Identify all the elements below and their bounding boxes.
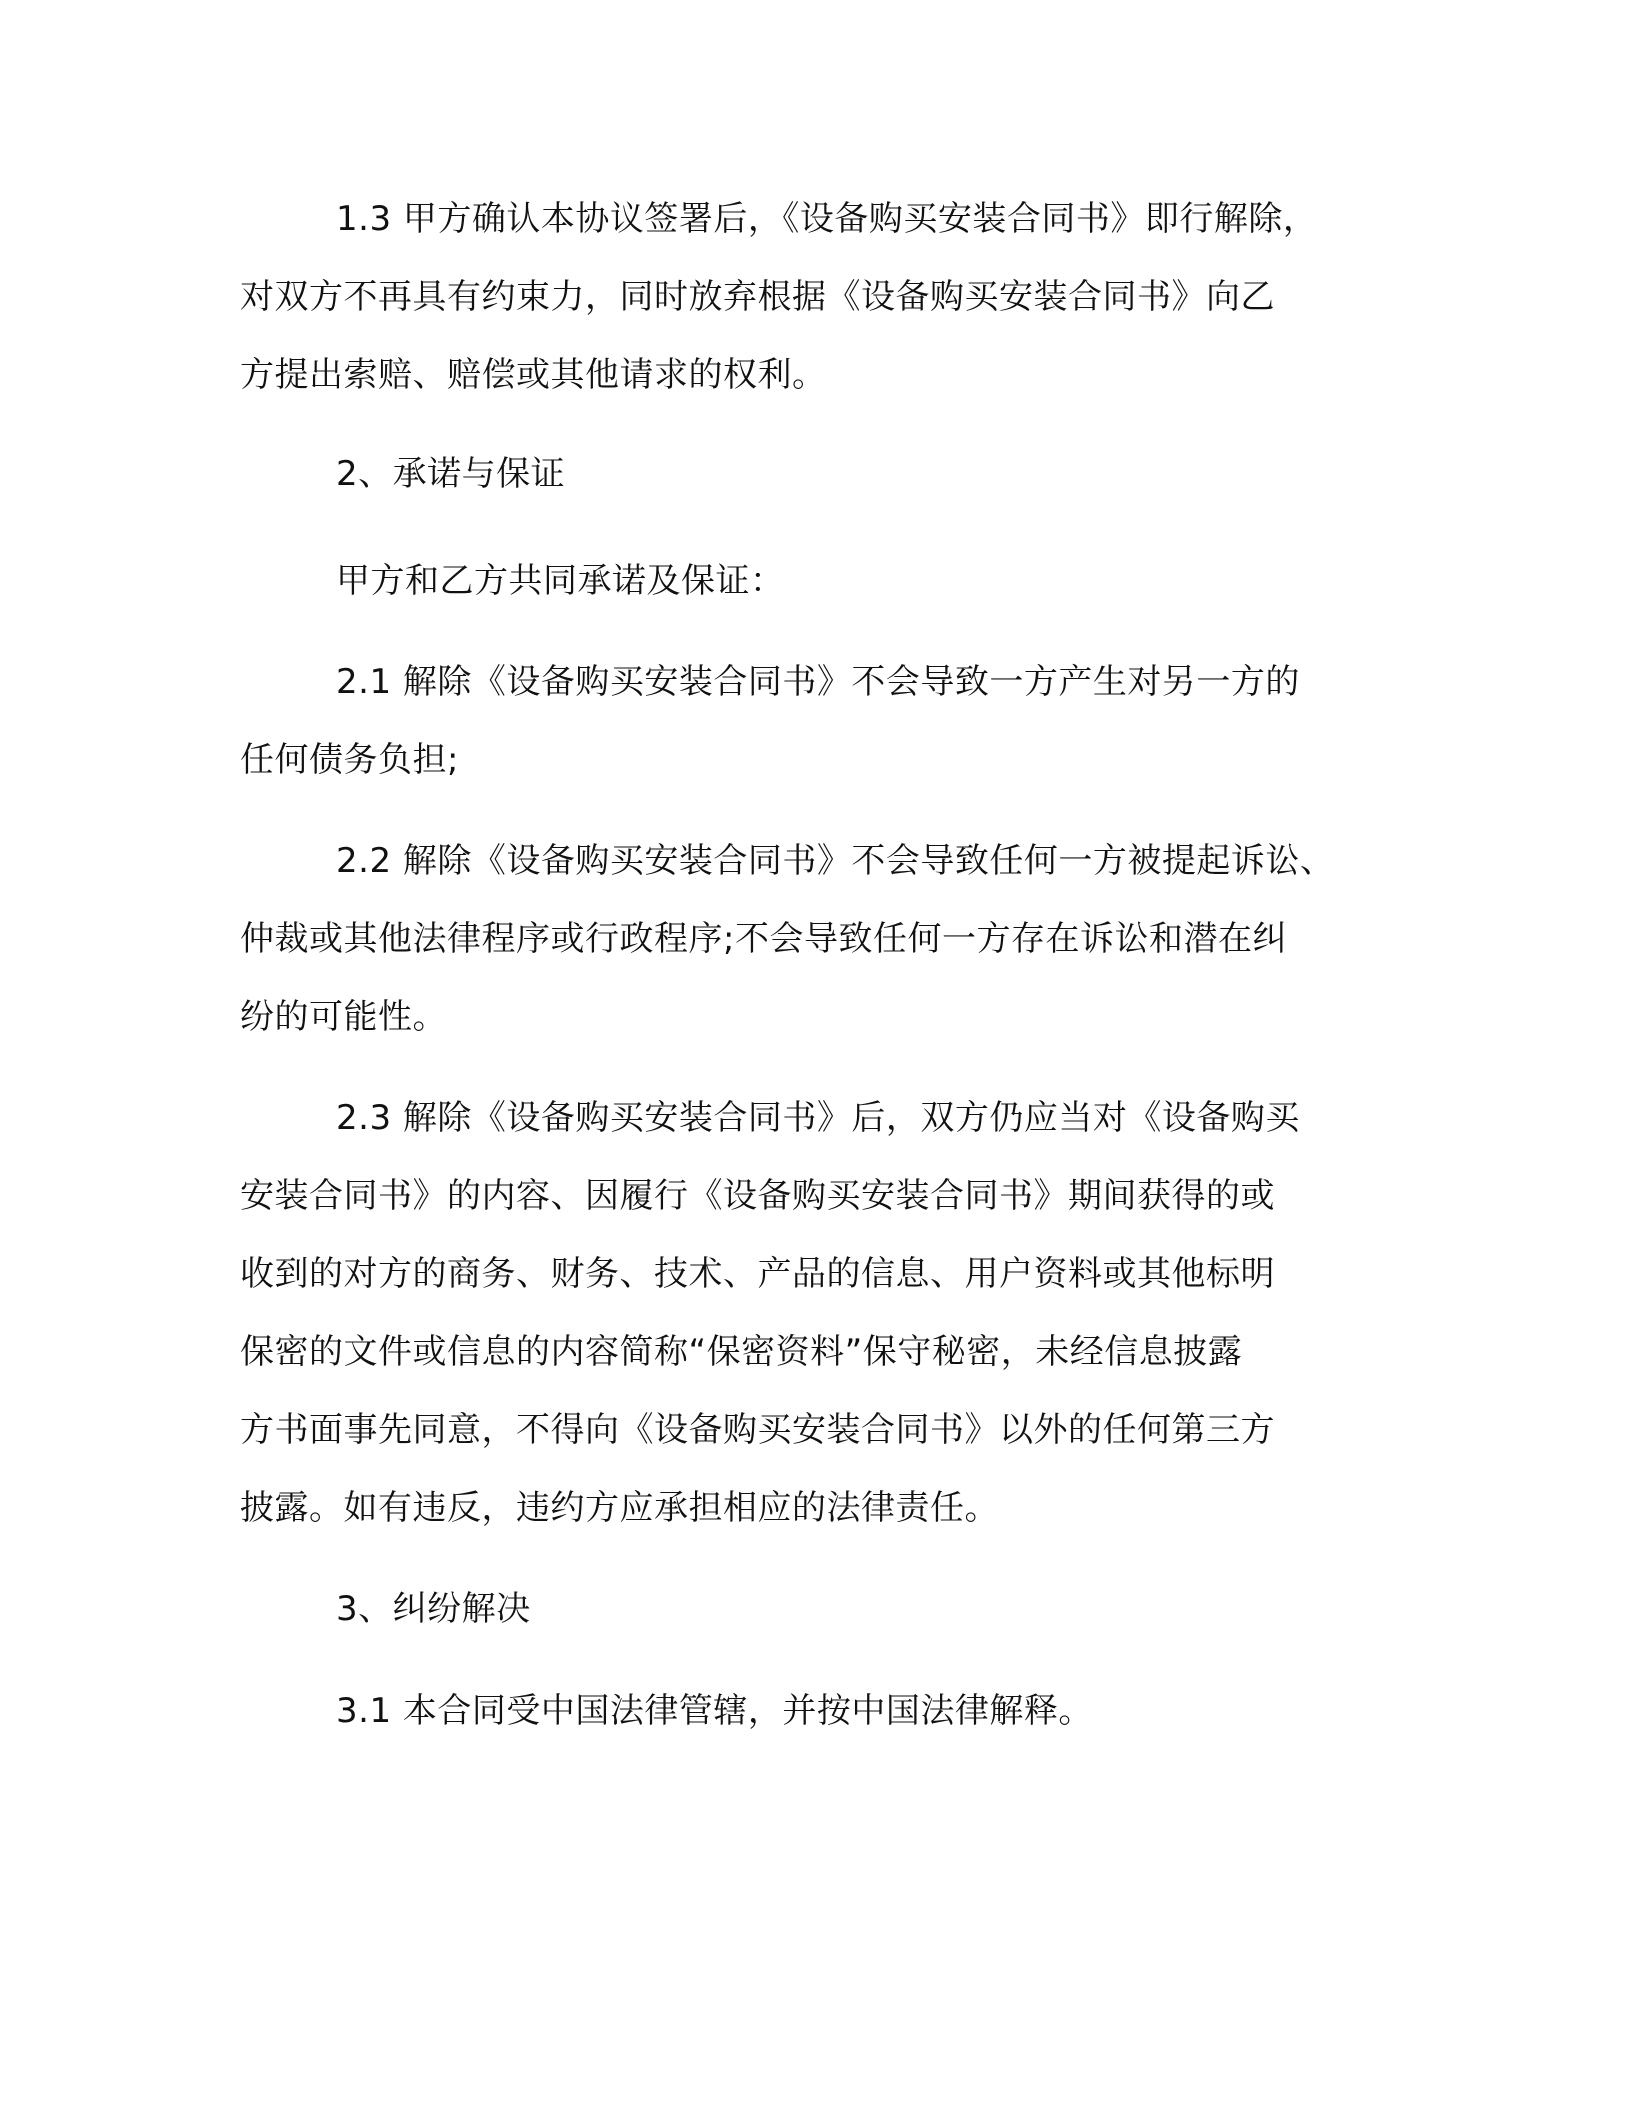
paragraph-line: 对双方不再具有约束力，同时放弃根据《设备购买安装合同书》向乙: [240, 277, 1275, 317]
paragraph-2-1: [240, 643, 1400, 799]
section-heading-3: [240, 1570, 1400, 1648]
paragraph-line: 任何债务负担;: [240, 740, 459, 780]
paragraph-line: 仲裁或其他法律程序或行政程序;不会导致任何一方存在诉讼和潜在纠: [240, 919, 1287, 959]
paragraph-line: 2.2 解除《设备购买安装合同书》不会导致任何一方被提起诉讼、: [336, 841, 1335, 881]
paragraph-2-3: [240, 1079, 1400, 1547]
paragraph-line: 2.1 解除《设备购买安装合同书》不会导致一方产生对另一方的: [336, 662, 1300, 702]
paragraph-line: 甲方和乙方共同承诺及保证：: [336, 561, 785, 601]
paragraph-line: 3.1 本合同受中国法律管辖，并按中国法律解释。: [336, 1691, 1093, 1731]
paragraph-line: 收到的对方的商务、财务、技术、产品的信息、用户资料或其他标明: [240, 1254, 1275, 1294]
heading-text: 3、纠纷解决: [336, 1589, 531, 1629]
paragraph-line: 2.3 解除《设备购买安装合同书》后，双方仍应当对《设备购买: [336, 1098, 1300, 1138]
paragraph-line: 方提出索赔、赔偿或其他请求的权利。: [240, 355, 827, 395]
paragraph-3-1: [240, 1672, 1400, 1750]
paragraph-line: 方书面事先同意，不得向《设备购买安装合同书》以外的任何第三方: [240, 1410, 1275, 1450]
paragraph-2-2: [240, 822, 1400, 1056]
heading-text: 2、承诺与保证: [336, 454, 566, 494]
paragraph-line: 安装合同书》的内容、因履行《设备购买安装合同书》期间获得的或: [240, 1176, 1275, 1216]
section-heading-2: [240, 435, 1400, 513]
paragraph-line: 保密的文件或信息的内容简称“保密资料”保守秘密，未经信息披露: [240, 1332, 1243, 1372]
paragraph-line: 1.3 甲方确认本协议签署后，《设备购买安装合同书》即行解除，: [336, 199, 1318, 239]
paragraph-line: 披露。如有违反，违约方应承担相应的法律责任。: [240, 1488, 999, 1528]
paragraph-line: 纷的可能性。: [240, 997, 447, 1037]
paragraph-1-3: [240, 180, 1400, 414]
paragraph-2-intro: [240, 542, 1400, 620]
